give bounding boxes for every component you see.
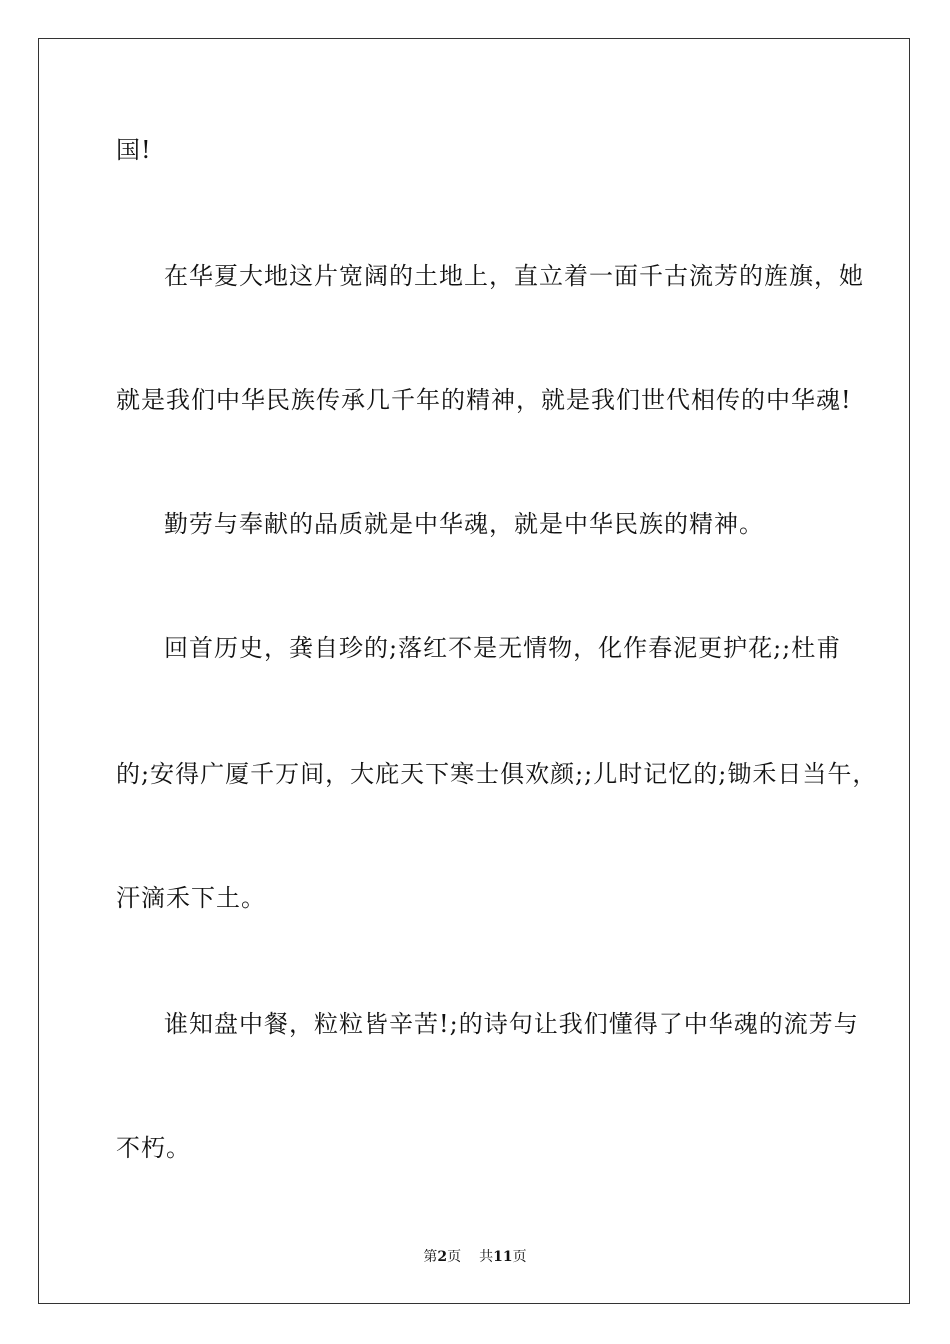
text-line-4: 勤劳与奉献的品质就是中华魂，就是中华民族的精神。	[164, 510, 764, 538]
footer-total-pages: 11	[493, 1249, 513, 1265]
footer-total-suffix: 页	[512, 1249, 527, 1265]
footer-page-word: 页	[447, 1249, 462, 1265]
text-line-2: 在华夏大地这片宽阔的土地上，直立着一面千古流芳的旌旗，她	[164, 262, 864, 290]
page-footer	[0, 1248, 950, 1266]
footer-current-page: 2	[437, 1249, 448, 1265]
text-line-3: 就是我们中华民族传承几千年的精神，就是我们世代相传的中华魂!	[116, 386, 852, 414]
footer-prefix: 第	[423, 1249, 438, 1265]
text-line-9: 不朽。	[116, 1134, 191, 1162]
text-line-5: 回首历史，龚自珍的;落红不是无情物，化作春泥更护花;;杜甫	[164, 634, 842, 662]
page-border	[38, 38, 910, 1304]
text-line-6: 的;安得广厦千万间，大庇天下寒士俱欢颜;;儿时记忆的;锄禾日当午，	[116, 760, 878, 788]
footer-total-prefix: 共	[479, 1249, 494, 1265]
text-line-7: 汗滴禾下土。	[116, 884, 266, 912]
text-line-8: 谁知盘中餐，粒粒皆辛苦!;的诗句让我们懂得了中华魂的流芳与	[164, 1010, 859, 1038]
text-line-1: 国!	[116, 136, 152, 164]
